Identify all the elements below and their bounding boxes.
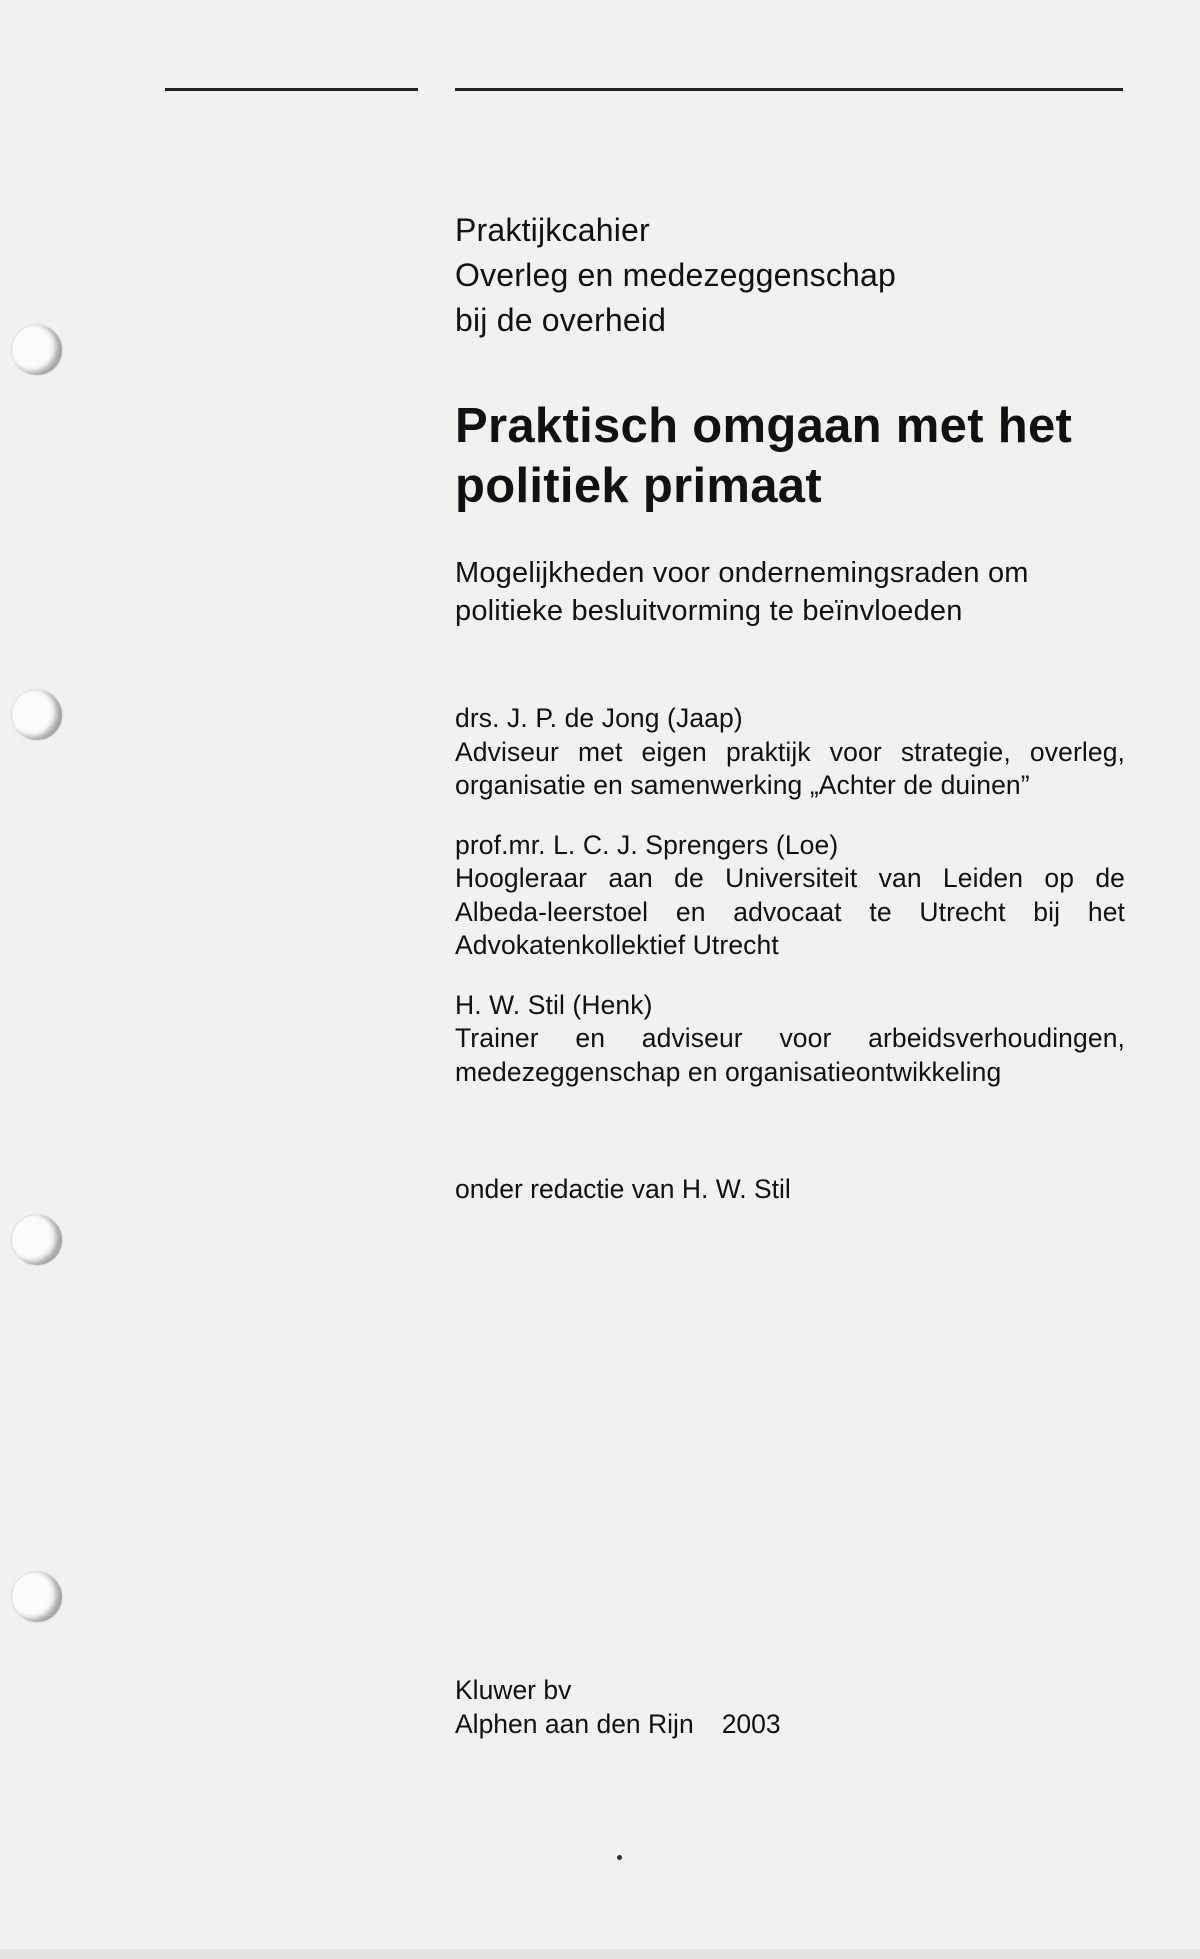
header-rule-right: [455, 88, 1123, 91]
publisher-name: Kluwer bv: [455, 1675, 572, 1705]
book-title: [455, 396, 1135, 516]
author-entry: [455, 829, 1125, 963]
author-name: H. W. Stil (Henk): [455, 989, 653, 1020]
page-bottom-edge: [0, 1949, 1200, 1959]
title-line-2: politiek primaat: [455, 459, 822, 513]
title-line-1: Praktisch omgaan met het: [455, 399, 1073, 453]
punch-hole: [12, 1572, 62, 1622]
author-description: Trainer en adviseur voor arbeidsverhoudingen, medezeggenschap en organisatieontwikkeling: [455, 1023, 1125, 1087]
editor-credit: onder redactie van H. W. Stil: [455, 1174, 791, 1204]
publisher-place-year: [455, 1708, 781, 1742]
author-name: drs. J. P. de Jong (Jaap): [455, 703, 743, 733]
series-line-1: Praktijkcahier: [455, 212, 650, 248]
series-line-3: bij de overheid: [455, 302, 667, 338]
author-name: prof.mr. L. C. J. Sprengers (Loe): [455, 829, 839, 860]
publication-year: 2003: [721, 1708, 781, 1739]
series-line-2: Overleg en medezeggenschap: [455, 257, 897, 293]
punch-hole: [12, 1215, 62, 1265]
publisher-city: Alphen aan den Rijn: [455, 1708, 694, 1739]
speck-mark: [617, 1855, 622, 1860]
author-entry: [455, 989, 1125, 1090]
author-entry: [455, 702, 1125, 803]
header-rule-left: [165, 88, 418, 91]
author-description: Adviseur met eigen praktijk voor strategie, overleg, organisatie en samenwerking „Achter de duinen”: [455, 736, 1125, 800]
author-description: Hoogleraar aan de Universiteit van Leiden op de Albeda-leerstoel en advocaat te Utrecht bij het Advokatenkollektief Utrecht: [455, 863, 1125, 960]
punch-hole: [12, 325, 62, 375]
authors-list: [455, 702, 1125, 1115]
punch-hole: [12, 690, 62, 740]
publisher-block: [455, 1674, 781, 1741]
book-subtitle: Mogelijkheden voor ondernemingsraden om politieke besluitvorming te beïnvloeden: [455, 557, 1029, 627]
series-title: [455, 208, 896, 343]
